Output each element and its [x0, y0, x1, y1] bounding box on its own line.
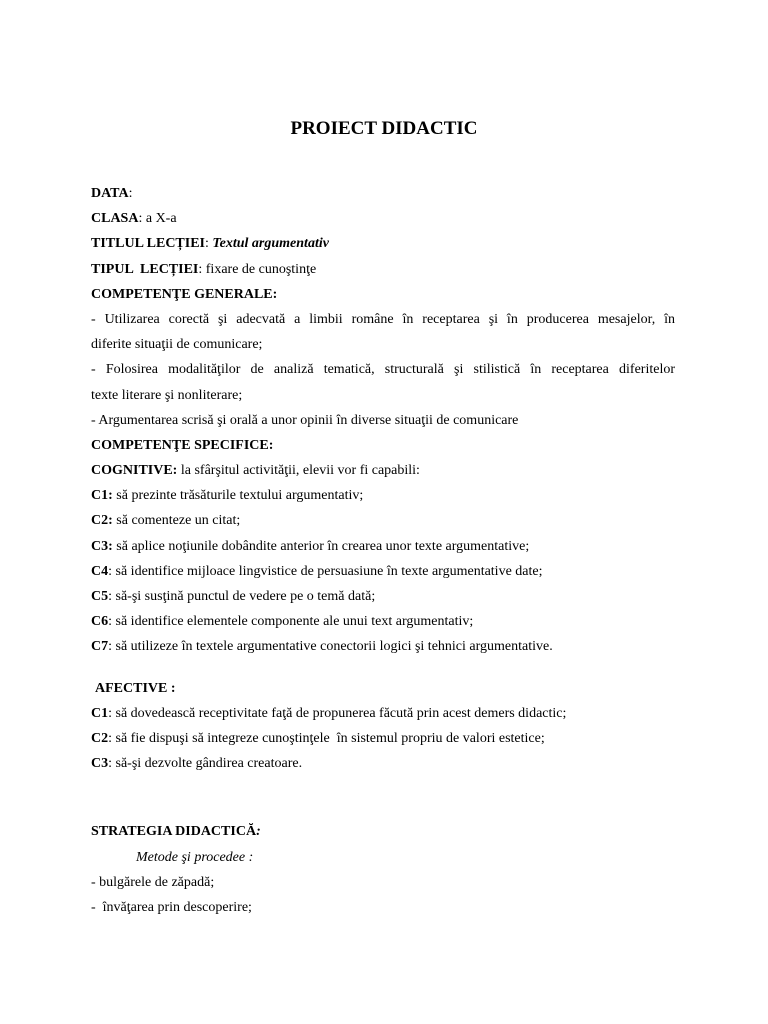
page-title: PROIECT DIDACTIC	[290, 118, 478, 139]
competence-text: să prezinte trăsăturile textului argumentativ;	[112, 488, 364, 504]
competence-item	[91, 584, 675, 609]
competence-item	[91, 508, 675, 533]
competence-text: : să-şi susţină punctul de vedere pe o temă dată;	[108, 589, 376, 604]
competence-item	[91, 726, 675, 751]
field-separator: :	[138, 211, 146, 227]
list-item: - bulgărele de zăpadă;	[91, 874, 215, 890]
document-body	[91, 181, 675, 920]
competence-item	[91, 483, 675, 508]
afective-label: AFECTIVE :	[95, 680, 176, 696]
competence-code: C4	[91, 563, 109, 579]
afective-heading	[91, 676, 675, 701]
field-label: TIPUL LECȚIEI	[91, 261, 199, 277]
field-separator: :	[198, 261, 206, 277]
competence-code: C1	[91, 705, 109, 721]
section-heading-competente-generale	[91, 282, 675, 307]
competence-text: să comenteze un citat;	[112, 513, 241, 529]
competence-item	[91, 751, 675, 776]
field-clasa	[91, 206, 675, 231]
paragraph-line: - Utilizarea corectă şi adecvată a limbii române în receptarea şi în producerea mesajelor, în	[91, 311, 675, 327]
competence-text: : să utilizeze în textele argumentative conectorii logici şi tehnici argumentative.	[108, 639, 553, 655]
metode-label: Metode şi procedee	[136, 849, 246, 865]
paragraph-line: texte literare şi nonliterare;	[91, 387, 243, 403]
field-value: Textul argumentativ	[212, 236, 329, 252]
paragraph-line: diferite situaţii de comunicare;	[91, 337, 263, 353]
competence-code: C5	[91, 589, 109, 604]
competence-item	[91, 609, 675, 634]
competence-item	[91, 559, 675, 584]
metode-heading	[91, 845, 675, 870]
competence-text: să aplice noţiunile dobândite anterior în crearea unor texte argumentative;	[112, 538, 530, 554]
list-item: - învăţarea prin descoperire;	[91, 899, 252, 915]
competence-code: C1:	[91, 488, 113, 504]
competence-code: C2:	[91, 513, 113, 529]
field-data	[91, 181, 675, 206]
field-titlul	[91, 231, 675, 256]
cognitive-intro	[91, 458, 675, 483]
competence-text: : să fie dispuşi să integreze cunoştinţele în sistemul propriu de valori estetice;	[108, 730, 545, 746]
field-tipul	[91, 257, 675, 282]
field-separator: :	[205, 236, 213, 252]
field-label: TITLUL LECȚIEI	[91, 236, 205, 252]
competence-code: C6	[91, 614, 109, 630]
spacer	[91, 776, 675, 819]
field-value: a X-a	[145, 211, 177, 227]
section-heading: COMPETENŢE SPECIFICE:	[91, 437, 274, 453]
competence-code: C7	[91, 639, 109, 655]
section-heading-competente-specifice	[91, 433, 675, 458]
field-label: DATA	[91, 186, 129, 201]
competence-code: C3:	[91, 538, 113, 554]
section-heading-strategia	[91, 819, 675, 844]
cognitive-intro-text: la sfârşitul activităţii, elevii vor fi capabili:	[177, 463, 420, 479]
competence-text: : să dovedească receptivitate faţă de propunerea făcută prin acest demers didactic;	[108, 705, 567, 721]
section-heading: COMPETENŢE GENERALE:	[91, 286, 278, 302]
paragraph-line: - Argumentarea scrisă şi orală a unor opinii în diverse situaţii de comunicare	[91, 412, 519, 428]
metode-colon: :	[245, 849, 254, 865]
competence-item	[91, 701, 675, 726]
competence-item	[91, 634, 675, 659]
paragraph-line: - Folosirea modalităţilor de analiză tematică, structurală şi stilistică în receptarea diferitelor	[91, 362, 675, 378]
field-value: fixare de cunoştinţe	[205, 261, 317, 277]
competence-text: : să identifice elementele componente ale unui text argumentativ;	[108, 614, 474, 630]
heading-colon: :	[256, 824, 261, 840]
competence-code: C3	[91, 756, 109, 772]
competence-text: : să-şi dezvolte gândirea creatoare.	[108, 756, 303, 772]
field-label: CLASA	[91, 211, 139, 227]
spacer	[91, 660, 675, 676]
competence-text: : să identifice mijloace lingvistice de persuasiune în texte argumentative date;	[108, 563, 543, 579]
section-heading: STRATEGIA DIDACTICĂ	[91, 824, 257, 840]
competence-code: C2	[91, 730, 109, 746]
cognitive-label: COGNITIVE:	[91, 463, 178, 479]
field-separator: :	[128, 186, 133, 201]
competence-item	[91, 534, 675, 559]
